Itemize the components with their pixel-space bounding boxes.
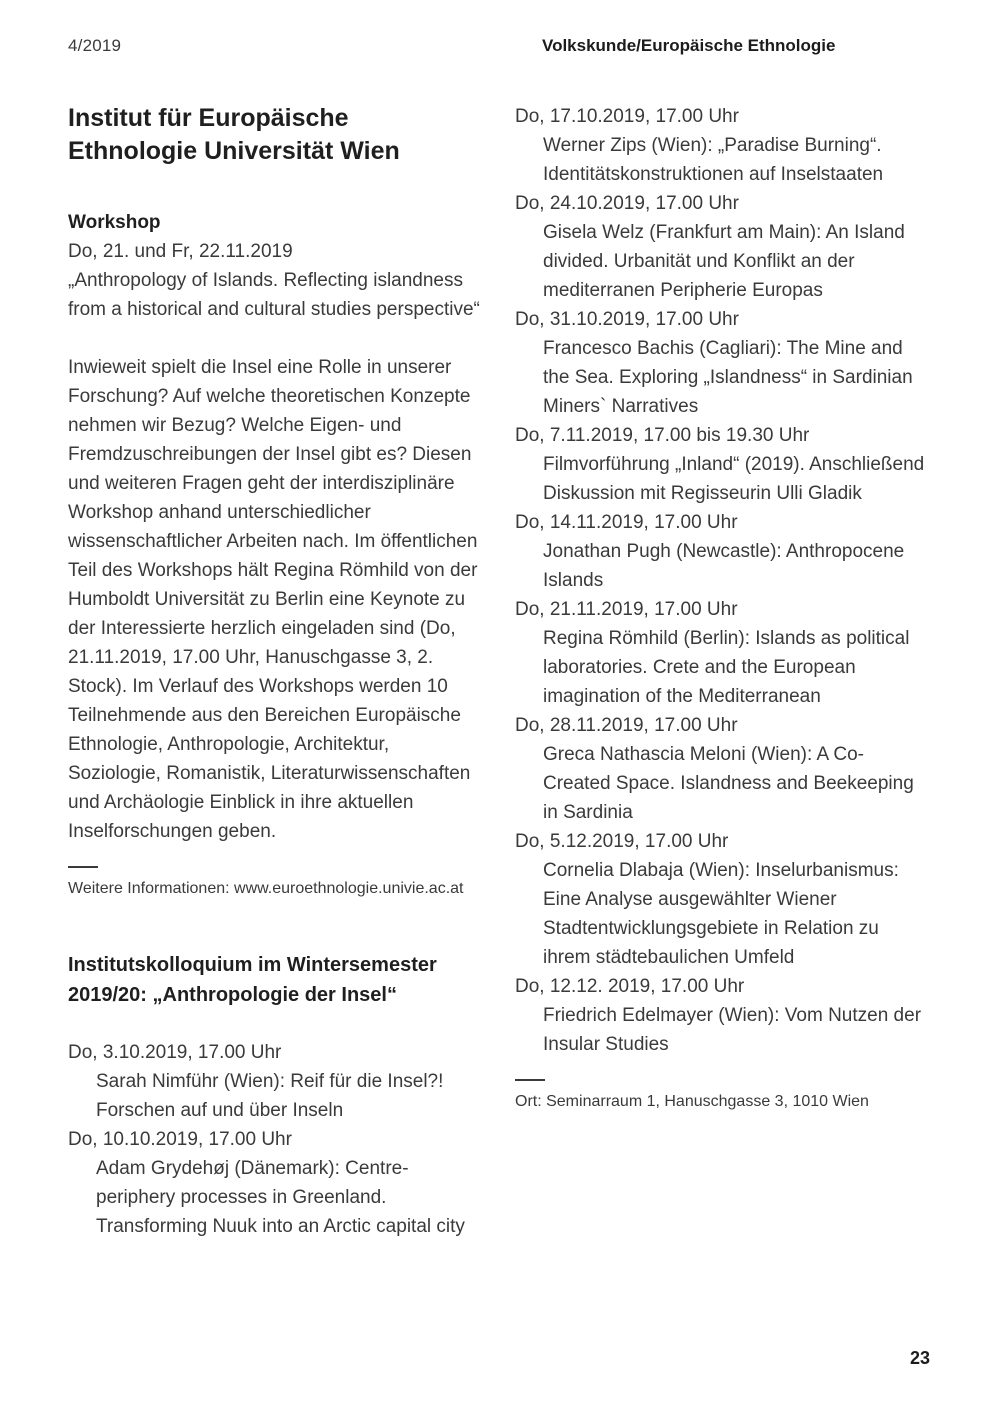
event-date: Do, 7.11.2019, 17.00 bis 19.30 Uhr <box>515 425 810 446</box>
event-date: Do, 24.10.2019, 17.00 Uhr <box>515 193 739 214</box>
event <box>515 972 930 1059</box>
event <box>68 1038 484 1125</box>
event-description: Regina Römhild (Berlin): Islands as political laboratories. Crete and the European imagination of the Mediterranean <box>543 628 910 707</box>
page-header <box>68 36 930 60</box>
event-description: Cornelia Dlabaja (Wien): Inselurbanismus: Eine Analyse ausgewählter Wiener Stadtentwicklungsgebiete in Relation zu ihrem städtebaulichen Umfeld <box>543 860 899 968</box>
event-description: Werner Zips (Wien): „Paradise Burning“. Identitätskonstruktionen auf Inselstaaten <box>543 135 884 185</box>
event <box>68 1125 484 1241</box>
event-description: Francesco Bachis (Cagliari): The Mine and the Sea. Exploring „Islandness“ in Sardinian Miners` Narratives <box>543 338 913 417</box>
event <box>515 189 930 305</box>
workshop-date: Do, 21. und Fr, 22.11.2019 <box>68 241 293 262</box>
two-column-layout <box>68 102 930 1241</box>
event-date: Do, 14.11.2019, 17.00 Uhr <box>515 512 738 533</box>
workshop-subtitle: „Anthropology of Islands. Reflecting islandness from a historical and cultural studies perspective“ <box>68 270 480 320</box>
workshop-heading: Workshop <box>68 212 161 233</box>
issue-number: 4/2019 <box>68 36 122 55</box>
event-date: Do, 10.10.2019, 17.00 Uhr <box>68 1129 292 1150</box>
workshop-body: Inwieweit spielt die Insel eine Rolle in unserer Forschung? Auf welche theoretischen Konzepte nehmen wir Bezug? Welche Eigen- und Fremdzuschreibungen der Insel gibt es? Diesen und weiteren Fragen geht der interdisziplinäre Workshop anhand unterschiedlicher wissenschaftlicher Arbeiten nach. Im öffentlichen Teil des Workshops hält Regina Römhild von der Humboldt Universität zu Berlin eine Keynote zu der Interessierte herzlich eingeladen sind (Do, 21.11.2019, 17.00 Uhr, Hanuschgasse 3, 2. Stock). Im Verlauf des Workshops werden 10 Teilnehmende aus den Bereichen Europäische Ethnologie, Anthropologie, Architektur, Soziologie, Romanistik, Literaturwissenschaften und Archäologie Einblick in ihre aktuellen Inselforschungen geben. <box>68 357 478 842</box>
event-date: Do, 21.11.2019, 17.00 Uhr <box>515 599 738 620</box>
info-line: Weitere Informationen: www.euroethnologie.univie.ac.at <box>68 880 464 897</box>
event <box>515 711 930 827</box>
divider <box>515 1079 545 1081</box>
event-date: Do, 5.12.2019, 17.00 Uhr <box>515 831 729 852</box>
institute-title: Institut für Europäische Ethnologie Universität Wien <box>68 104 400 165</box>
event-date: Do, 12.12. 2019, 17.00 Uhr <box>515 976 745 997</box>
event-list-left <box>68 1038 484 1241</box>
location-line: Ort: Seminarraum 1, Hanuschgasse 3, 1010 Wien <box>515 1093 869 1110</box>
event-description: Jonathan Pugh (Newcastle): Anthropocene Islands <box>543 541 905 591</box>
event <box>515 595 930 711</box>
event-description: Filmvorführung „Inland“ (2019). Anschließend Diskussion mit Regisseurin Ulli Gladik <box>543 454 925 504</box>
event-date: Do, 28.11.2019, 17.00 Uhr <box>515 715 738 736</box>
page-number: 23 <box>909 1348 930 1368</box>
event-description: Adam Grydehøj (Dänemark): Centre-periphery processes in Greenland. Transforming Nuuk into an Arctic capital city <box>96 1158 465 1237</box>
event-date: Do, 17.10.2019, 17.00 Uhr <box>515 106 739 127</box>
event-description: Friedrich Edelmayer (Wien): Vom Nutzen der Insular Studies <box>543 1005 922 1055</box>
event-list-right <box>515 102 930 1059</box>
colloquium-heading: Institutskolloquium im Wintersemester 2019/20: „Anthropologie der Insel“ <box>68 954 437 1006</box>
event-description: Gisela Welz (Frankfurt am Main): An Island divided. Urbanität und Konflikt an der mediterranen Peripherie Europas <box>543 222 905 301</box>
event <box>515 102 930 189</box>
right-column <box>515 102 930 1113</box>
event-date: Do, 3.10.2019, 17.00 Uhr <box>68 1042 282 1063</box>
event <box>515 421 930 508</box>
event-date: Do, 31.10.2019, 17.00 Uhr <box>515 309 739 330</box>
left-column <box>68 102 484 1241</box>
event-description: Sarah Nimführ (Wien): Reif für die Insel?! Forschen auf und über Inseln <box>96 1071 444 1121</box>
event <box>515 827 930 972</box>
event <box>515 508 930 595</box>
event <box>515 305 930 421</box>
journal-title: Volkskunde/Europäische Ethnologie <box>542 36 836 55</box>
event-description: Greca Nathascia Meloni (Wien): A Co-Created Space. Islandness and Beekeeping in Sardinia <box>543 744 914 823</box>
divider <box>68 866 98 868</box>
